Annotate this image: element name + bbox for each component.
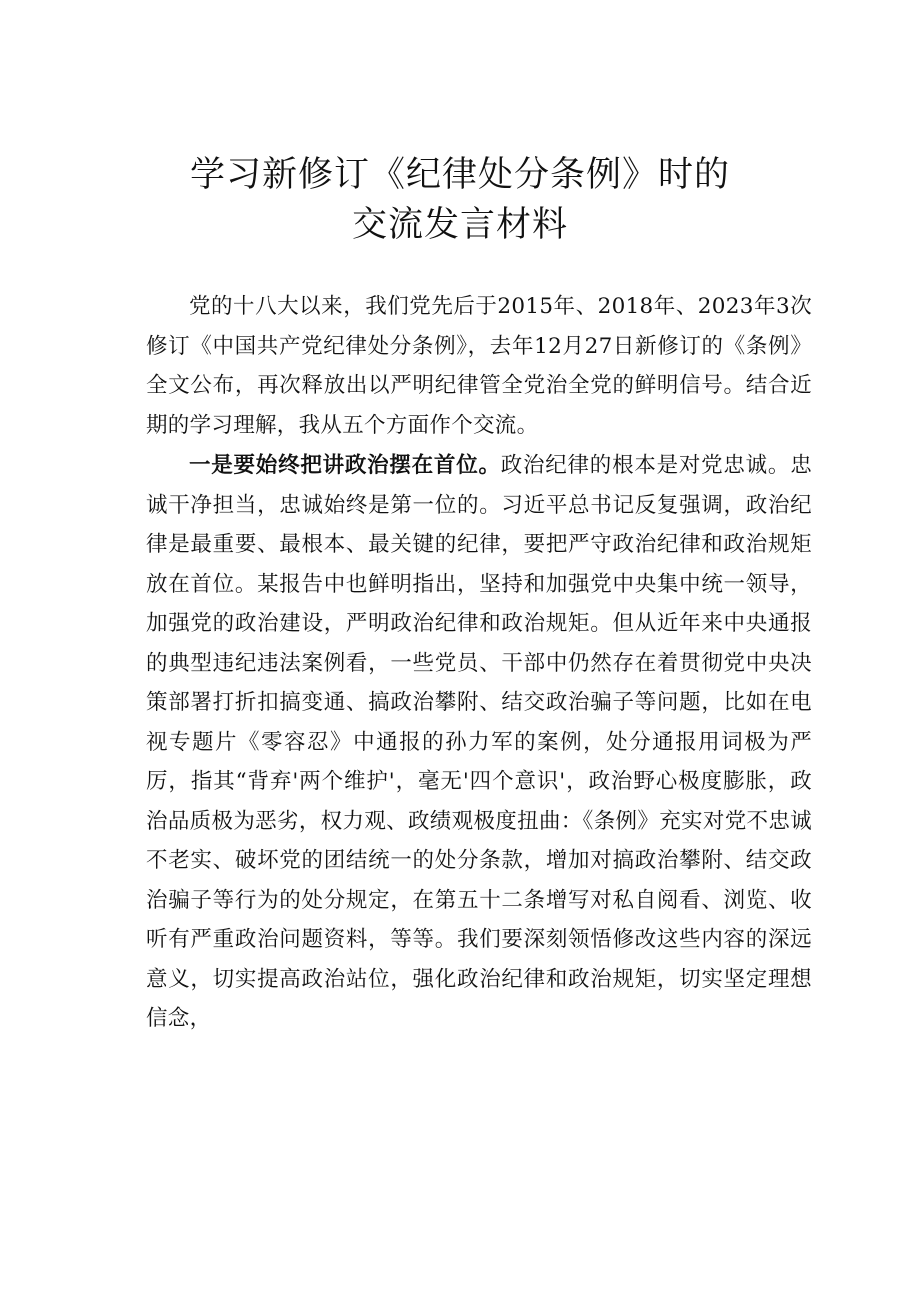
document-title <box>0 150 920 250</box>
paragraph-point-one-heading: 一是要始终把讲政治摆在首位。 <box>189 453 501 478</box>
paragraph-point-one <box>146 446 812 1039</box>
paragraph-intro <box>146 287 812 445</box>
paragraph-intro-text: 党的十八大以来，我们党先后于2015年、2018年、2023年3次修订《中国共产党纪律处分条例》，去年12月27日新修订的《条例》全文公布，再次释放出以严明纪律管全党治全党的鲜明信号。结合近期的学习理解，我从五个方面作个交流。 <box>146 294 812 438</box>
title-line-2: 交流发言材料 <box>351 205 568 245</box>
title-line-1: 学习新修订《纪律处分条例》时的 <box>189 155 730 195</box>
paragraph-point-one-text: 政治纪律的根本是对党忠诚。忠诚干净担当，忠诚始终是第一位的。习近平总书记反复强调，政治纪律是最重要、最根本、最关键的纪律，要把严守政治纪律和政治规矩放在首位。某报告中也鲜明指出，坚持和加强党中央集中统一领导，加强党的政治建设，严明政治纪律和政治规矩。但从近年来中央通报的典型违纪违法案例看，一些党员、干部中仍然存在着贯彻党中央决策部署打折扣搞变通、搞政治攀附、结交政治骗子等问题，比如在电视专题片《零容忍》中通报的孙力军的案例，处分通报用词极为严厉，指其“背弃'两个维护'，毫无'四个意识'，政治野心极度膨胀，政治品质极为恶劣，权力观、政绩观极度扭曲：《条例》充实对党不忠诚不老实、破坏党的团结统一的处分条款，增加对搞政治攀附、结交政治骗子等行为的处分规定，在第五十二条增写对私自阅看、浏览、收听有严重政治问题资料，等等。我们要深刻领悟修改这些内容的深远意义，切实提高政治站位，强化政治纪律和政治规矩，切实坚定理想信念， <box>146 453 812 1031</box>
